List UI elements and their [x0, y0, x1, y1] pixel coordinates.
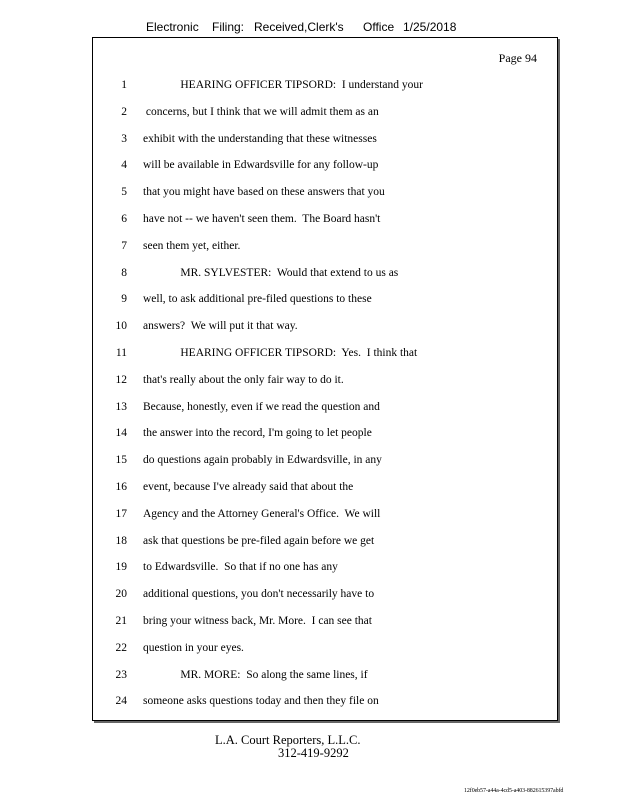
line-text: the answer into the record, I'm going to let people — [143, 427, 372, 440]
transcript-line — [93, 613, 557, 629]
transcript-line — [93, 77, 557, 93]
transcript-line — [93, 667, 557, 683]
header-office: Office — [363, 20, 395, 34]
document-id: 12f0eb57-a44a-4cd5-a403-882615397abfd — [464, 788, 564, 794]
transcript-line — [93, 586, 557, 602]
transcript-line — [93, 452, 557, 468]
line-number: 5 — [121, 186, 127, 199]
line-number: 6 — [121, 213, 127, 225]
line-number: 3 — [121, 132, 127, 145]
line-text: someone asks questions today and then they file on — [143, 695, 379, 708]
transcript-line — [93, 265, 557, 281]
header-date: 1/25/2018 — [403, 20, 457, 34]
reporter-company: L.A. Court Reporters, L.L.C. — [215, 733, 361, 747]
transcript-page — [92, 37, 558, 721]
line-text: to Edwardsville. So that if no one has any — [143, 561, 338, 574]
transcript-line — [93, 104, 557, 120]
line-number: 10 — [115, 320, 127, 333]
line-text: bring your witness back, Mr. More. I can see that — [143, 615, 372, 627]
line-number: 2 — [121, 105, 127, 118]
line-number: 4 — [121, 159, 127, 172]
line-text: that you might have based on these answers that you — [143, 186, 385, 199]
line-text: HEARING OFFICER TIPSORD: Yes. I think that — [143, 347, 418, 359]
line-text: question in your eyes. — [143, 641, 244, 654]
line-text: HEARING OFFICER TIPSORD: I understand your — [143, 79, 423, 91]
transcript-line — [93, 640, 557, 656]
transcript-line — [93, 131, 557, 147]
line-text: additional questions, you don't necessarily have to — [143, 588, 375, 601]
line-text: exhibit with the understanding that these witnesses — [143, 132, 377, 145]
line-text: MR. MORE: So along the same lines, if — [143, 668, 368, 681]
filing-stamp-header — [0, 20, 618, 36]
transcript-line — [93, 506, 557, 522]
line-number: 14 — [115, 427, 127, 440]
line-number: 23 — [115, 668, 127, 681]
line-number: 15 — [115, 454, 127, 467]
header-filing: Filing: — [212, 20, 245, 34]
header-received: Received,Clerk's — [254, 20, 344, 34]
transcript-line — [93, 291, 557, 307]
line-number: 13 — [115, 400, 127, 413]
line-number: 1 — [121, 79, 127, 91]
transcript-line — [93, 425, 557, 441]
line-text: will be available in Edwardsville for any follow-up — [143, 159, 379, 172]
line-number: 19 — [115, 561, 127, 574]
line-text: Because, honestly, even if we read the question and — [143, 400, 380, 413]
reporter-phone: 312-419-9292 — [278, 746, 349, 760]
line-number: 24 — [115, 695, 127, 708]
line-text: MR. SYLVESTER: Would that extend to us as — [143, 266, 399, 279]
transcript-line — [93, 318, 557, 334]
line-number: 18 — [115, 534, 127, 547]
header-electronic: Electronic — [146, 20, 199, 34]
transcript-line — [93, 157, 557, 173]
line-text: answers? We will put it that way. — [143, 320, 298, 333]
line-number: 21 — [115, 615, 127, 627]
transcript-line — [93, 479, 557, 495]
line-number: 20 — [115, 588, 127, 601]
line-text: that's really about the only fair way to do it. — [143, 373, 344, 386]
line-text: seen them yet, either. — [143, 239, 241, 252]
line-text: have not -- we haven't seen them. The Board hasn't — [143, 213, 381, 225]
page-number: Page 94 — [498, 51, 537, 65]
line-number: 8 — [121, 266, 127, 279]
line-number: 11 — [115, 347, 127, 359]
transcript-line — [93, 211, 557, 227]
line-number: 22 — [115, 641, 127, 654]
line-text: ask that questions be pre-filed again before we get — [143, 534, 375, 547]
line-text: event, because I've already said that about the — [143, 481, 354, 493]
transcript-line — [93, 693, 557, 709]
line-number: 16 — [115, 481, 127, 493]
transcript-line — [93, 399, 557, 415]
transcript-line — [93, 559, 557, 575]
line-text: do questions again probably in Edwardsville, in any — [143, 454, 382, 467]
line-number: 9 — [121, 293, 127, 306]
transcript-line — [93, 372, 557, 388]
transcript-line — [93, 238, 557, 254]
line-number: 17 — [115, 507, 127, 520]
line-number: 7 — [121, 239, 127, 252]
line-text: Agency and the Attorney General's Office. We will — [143, 507, 381, 520]
line-text: well, to ask additional pre-filed questions to these — [143, 293, 372, 306]
transcript-line — [93, 184, 557, 200]
line-text: concerns, but I think that we will admit them as an — [143, 105, 379, 118]
transcript-line — [93, 345, 557, 361]
transcript-line — [93, 533, 557, 549]
line-number: 12 — [115, 373, 127, 386]
